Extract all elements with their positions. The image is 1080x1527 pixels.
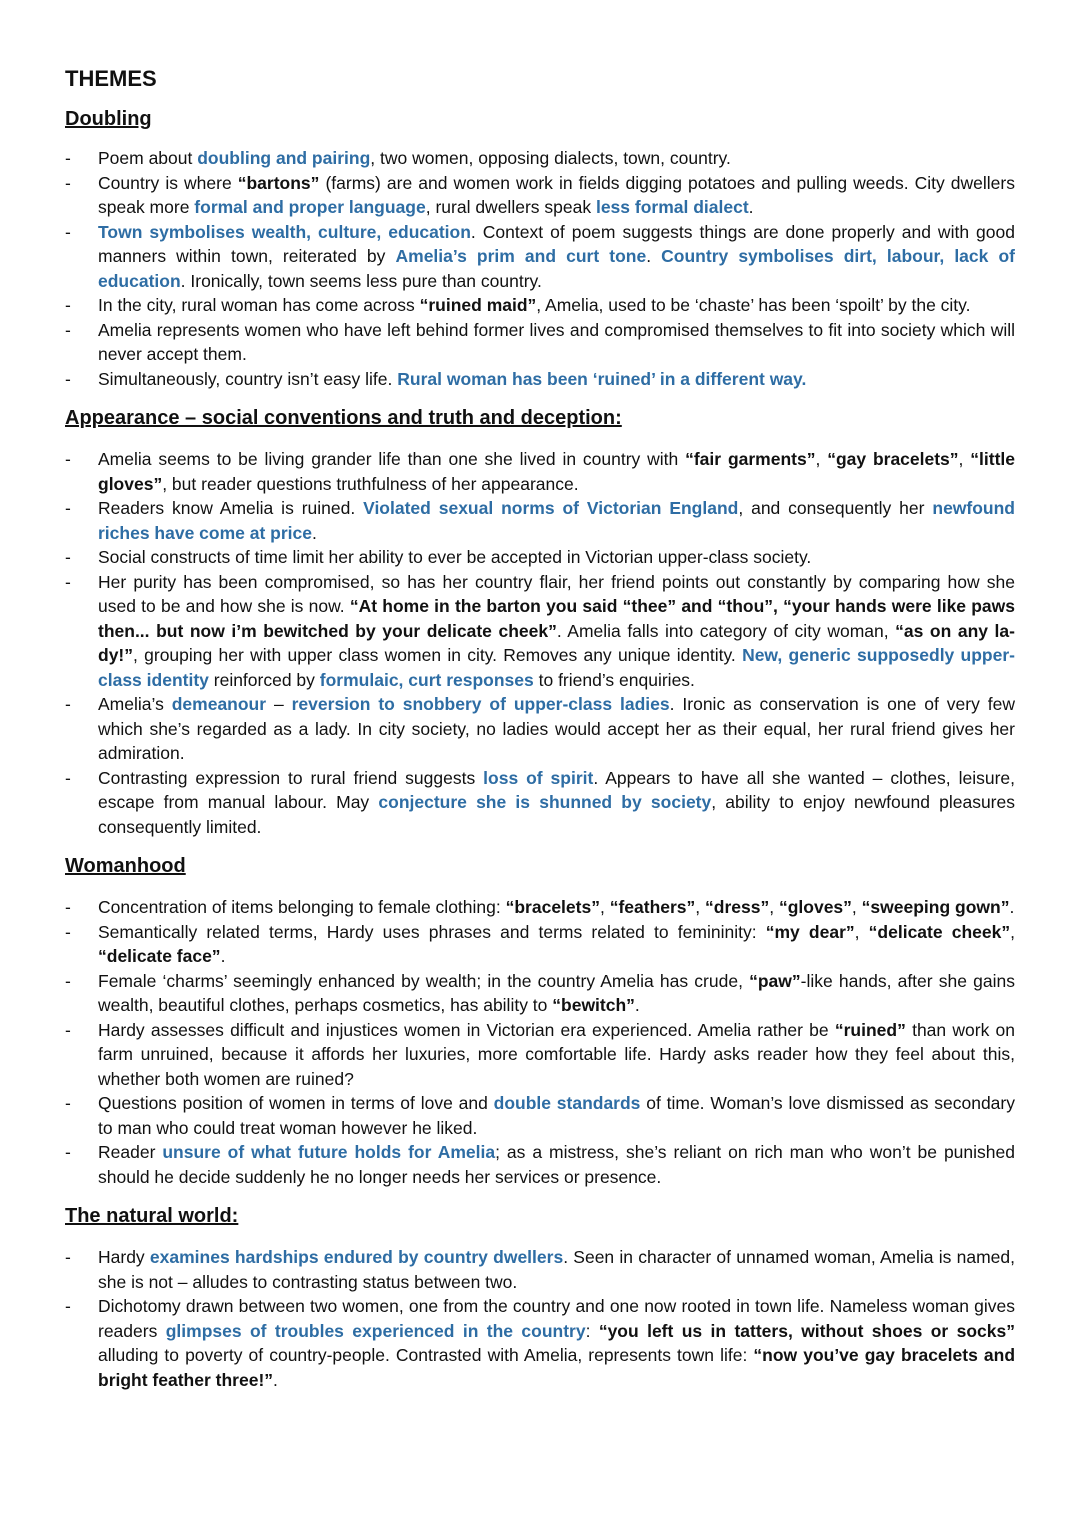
body-text: ; as a mistress, she’s reliant on rich man who won’t be punished should he decide suddenly he no longer needs her services or presence. [98, 1142, 1015, 1187]
body-text: . Amelia falls into category of city woman, [556, 620, 896, 641]
body-text: Hardy [98, 1247, 150, 1267]
dash-bullet-icon: - [65, 1247, 71, 1267]
body-text: . Ironic as conservation is one of very few which she’s regarded as a lady. In city society, no ladies would accept her as their equal, her rural friend gives her admiration. [98, 694, 1015, 763]
body-text: . [634, 995, 640, 1015]
body-text: . [646, 246, 662, 266]
section-heading: Doubling [65, 108, 152, 130]
bullet-item [65, 895, 1015, 920]
bullet-item [65, 220, 1015, 294]
dash-bullet-icon: - [65, 449, 71, 469]
bullet-item [65, 367, 1015, 392]
highlight-text: Violated sexual norms of Victorian England [363, 498, 739, 518]
bullet-item [65, 1018, 1015, 1092]
quote-text: “dress” [705, 897, 770, 917]
body-text: Social constructs of time limit her ability to ever be accepted in Victorian upper-class society. [98, 547, 812, 567]
quote-text: “fair garments” [685, 449, 816, 469]
quote-text: “feathers” [609, 897, 696, 917]
dash-bullet-icon: - [65, 319, 71, 340]
body-text: , [854, 921, 869, 942]
body-text: : [585, 1320, 599, 1341]
bullet-item [65, 447, 1015, 496]
body-text: , [958, 449, 971, 469]
bullet-list [65, 1245, 1015, 1392]
dash-bullet-icon: - [65, 921, 71, 942]
body-text: -like hands, after she gains wealth, beautiful clothes, perhaps cosmetics, has ability to [98, 970, 1015, 1015]
body-text: than work on farm unruined, because it affords her luxuries, more comfortable life. Hardy asks reader how they feel about this, whether both women are ruined? [98, 1019, 1016, 1089]
quote-text: “now you’ve gay bracelets and bright feather three!” [98, 1345, 1016, 1390]
dash-bullet-icon: - [65, 221, 71, 242]
body-text: . [220, 946, 226, 966]
bullet-item [65, 969, 1015, 1018]
highlight-text: conjecture she is shunned by society [378, 792, 712, 812]
body-text: Concentration of items belonging to female clothing: [98, 897, 506, 917]
body-text: Hardy assesses difficult and injustices women in Victorian era experienced. Amelia rather be [98, 1019, 835, 1040]
body-text: , rural dwellers speak [425, 197, 596, 217]
body-text: , two women, opposing dialects, town, country. [370, 148, 731, 168]
body-text: (farms) are and women work in fields digging potatoes and pulling weeds. City dwellers speak more [98, 172, 1015, 217]
bullet-item [65, 1091, 1015, 1140]
body-text: – [266, 694, 292, 714]
body-text: , [1010, 921, 1015, 942]
highlight-text: Amelia’s prim and curt tone [395, 246, 647, 266]
body-text: , but reader questions truthfulness of her appearance. [162, 473, 579, 494]
bullet-list [65, 895, 1015, 1189]
bullet-list [65, 447, 1015, 839]
bullet-item [65, 146, 1015, 171]
quote-text: “as on any la-dy!” [98, 620, 1015, 665]
quote-text: “At home in the barton you said “thee” and “thou”, “your hands were like paws then... but now i’m bewitched by your delicate cheek” [98, 596, 1016, 641]
dash-bullet-icon: - [65, 970, 71, 991]
body-text: Amelia seems to be living grander life than one she lived in country with [98, 449, 686, 469]
highlight-text: Rural woman has been ‘ruined’ in a different way. [397, 368, 807, 389]
dash-bullet-icon: - [65, 1142, 71, 1162]
body-text: reinforced by [208, 669, 320, 690]
body-text: , grouping her with upper class women in city. Removes any unique identity. [133, 645, 743, 665]
document-page [65, 64, 1015, 1406]
bullet-item [65, 496, 1015, 545]
quote-text: “delicate face” [98, 946, 221, 966]
highlight-text: reversion to snobbery of upper-class ladies [291, 694, 670, 714]
dash-bullet-icon: - [65, 172, 71, 193]
highlight-text: glimpses of troubles experienced in the country [165, 1320, 586, 1341]
body-text: . [312, 522, 317, 543]
body-text: Contrasting expression to rural friend suggests [98, 767, 484, 788]
body-text: to friend’s enquiries. [533, 669, 695, 690]
quote-text: “ruined maid” [419, 295, 537, 315]
quote-text: “delicate cheek” [868, 921, 1011, 942]
body-text: , ability to enjoy newfound pleasures consequently limited. [98, 792, 1015, 837]
body-text: . Appears to have all she wanted – clothes, leisure, escape from manual labour. May [98, 767, 1016, 812]
quote-text: “bewitch” [552, 995, 635, 1015]
dash-bullet-icon: - [65, 571, 71, 592]
body-text: . [748, 197, 754, 217]
quote-text: “ruined” [834, 1019, 906, 1040]
body-text: , Amelia, used to be ‘chaste’ has been ‘spoilt’ by the city. [536, 295, 971, 315]
bullet-item [65, 692, 1015, 766]
highlight-text: New, generic supposedly upper-class identity [98, 645, 1015, 690]
highlight-text: doubling and pairing [197, 148, 371, 168]
body-text: . Ironically, town seems less pure than country. [180, 270, 542, 291]
body-text: Dichotomy drawn between two women, one from the country and one now rooted in town life. Nameless woman gives readers [98, 1296, 1015, 1341]
body-text: , and consequently her [738, 498, 933, 518]
body-text: . [1009, 897, 1015, 917]
bullet-item [65, 545, 1015, 570]
body-text: of time. Woman’s love dismissed as secondary to man who could treat woman however he liked. [98, 1093, 1015, 1138]
highlight-text: examines hardships endured by country dwellers [149, 1247, 564, 1267]
bullet-list [65, 146, 1015, 391]
bullet-item [65, 171, 1015, 220]
section-heading: Appearance – social conventions and truth and deception: [65, 407, 622, 429]
highlight-text: double standards [493, 1093, 641, 1113]
body-text: Amelia represents women who have left behind former lives and compromised themselves to fit into society which will never accept them. [98, 319, 1015, 364]
body-text: Her purity has been compromised, so has her country flair, her friend points out constantly by comparing how she used to be and how she is now. [98, 571, 1015, 616]
highlight-text: loss of spirit [483, 767, 594, 788]
quote-text: “you left us in tatters, without shoes or socks” [598, 1320, 1015, 1341]
body-text: alluding to poverty of country-people. Contrasted with Amelia, represents town life: [98, 1345, 754, 1365]
dash-bullet-icon: - [65, 295, 71, 315]
body-text: , [695, 897, 706, 917]
body-text: . Seen in character of unnamed woman, Amelia is named, she is not – alludes to contrasting status between two. [98, 1247, 1015, 1292]
quote-text: “gloves” [778, 897, 852, 917]
highlight-text: Town symbolises wealth, culture, education [98, 221, 471, 242]
body-text: Reader [98, 1142, 163, 1162]
body-text: In the city, rural woman has come across [98, 295, 420, 315]
highlight-text: formulaic, curt responses [319, 669, 534, 690]
sections-container [65, 106, 1015, 1392]
highlight-text: formal and proper language [194, 197, 426, 217]
quote-text: “bartons” [237, 172, 320, 193]
quote-text: “bracelets” [505, 897, 600, 917]
dash-bullet-icon: - [65, 368, 71, 389]
body-text: , [769, 897, 779, 917]
quote-text: “gay bracelets” [827, 449, 959, 469]
bullet-item [65, 318, 1015, 367]
body-text: . Context of poem suggests things are done properly and with good manners within town, reiterated by [98, 221, 1015, 266]
body-text: Country is where [98, 172, 238, 193]
dash-bullet-icon: - [65, 547, 71, 567]
highlight-text: demeanour [171, 694, 267, 714]
body-text: Poem about [98, 148, 198, 168]
bullet-item [65, 766, 1015, 840]
highlight-text: newfound riches have come at price [98, 498, 1015, 543]
bullet-item [65, 920, 1015, 969]
section-heading: The natural world: [65, 1205, 239, 1227]
dash-bullet-icon: - [65, 498, 71, 518]
body-text: Female ‘charms’ seemingly enhanced by wealth; in the country Amelia has crude, [98, 970, 750, 991]
dash-bullet-icon: - [65, 1093, 71, 1113]
quote-text: “my dear” [765, 921, 855, 942]
dash-bullet-icon: - [65, 1019, 71, 1040]
document-title: THEMES [65, 66, 157, 91]
bullet-item [65, 1140, 1015, 1189]
highlight-text: less formal dialect [595, 197, 749, 217]
body-text: , [815, 449, 828, 469]
body-text: . [273, 1369, 278, 1390]
body-text: Readers know Amelia is ruined. [98, 498, 364, 518]
body-text: Simultaneously, country isn’t easy life. [98, 368, 398, 389]
highlight-text: Country symbolises dirt, labour, lack of education [98, 246, 1015, 291]
dash-bullet-icon: - [65, 148, 71, 168]
quote-text: “sweeping gown” [861, 897, 1010, 917]
body-text: Questions position of women in terms of love and [98, 1093, 494, 1113]
bullet-item [65, 1294, 1015, 1392]
quote-text: “little gloves” [98, 449, 1015, 494]
bullet-item [65, 1245, 1015, 1294]
dash-bullet-icon: - [65, 767, 71, 788]
dash-bullet-icon: - [65, 1296, 71, 1316]
body-text: , [851, 897, 862, 917]
body-text: Semantically related terms, Hardy uses phrases and terms related to femininity: [98, 921, 766, 942]
bullet-item [65, 293, 1015, 318]
quote-text: “paw” [749, 970, 801, 991]
bullet-item [65, 570, 1015, 693]
dash-bullet-icon: - [65, 897, 71, 917]
body-text: Amelia’s [98, 694, 172, 714]
body-text: , [599, 897, 610, 917]
highlight-text: unsure of what future holds for Amelia [162, 1142, 496, 1162]
dash-bullet-icon: - [65, 694, 71, 714]
section-heading: Womanhood [65, 855, 186, 877]
